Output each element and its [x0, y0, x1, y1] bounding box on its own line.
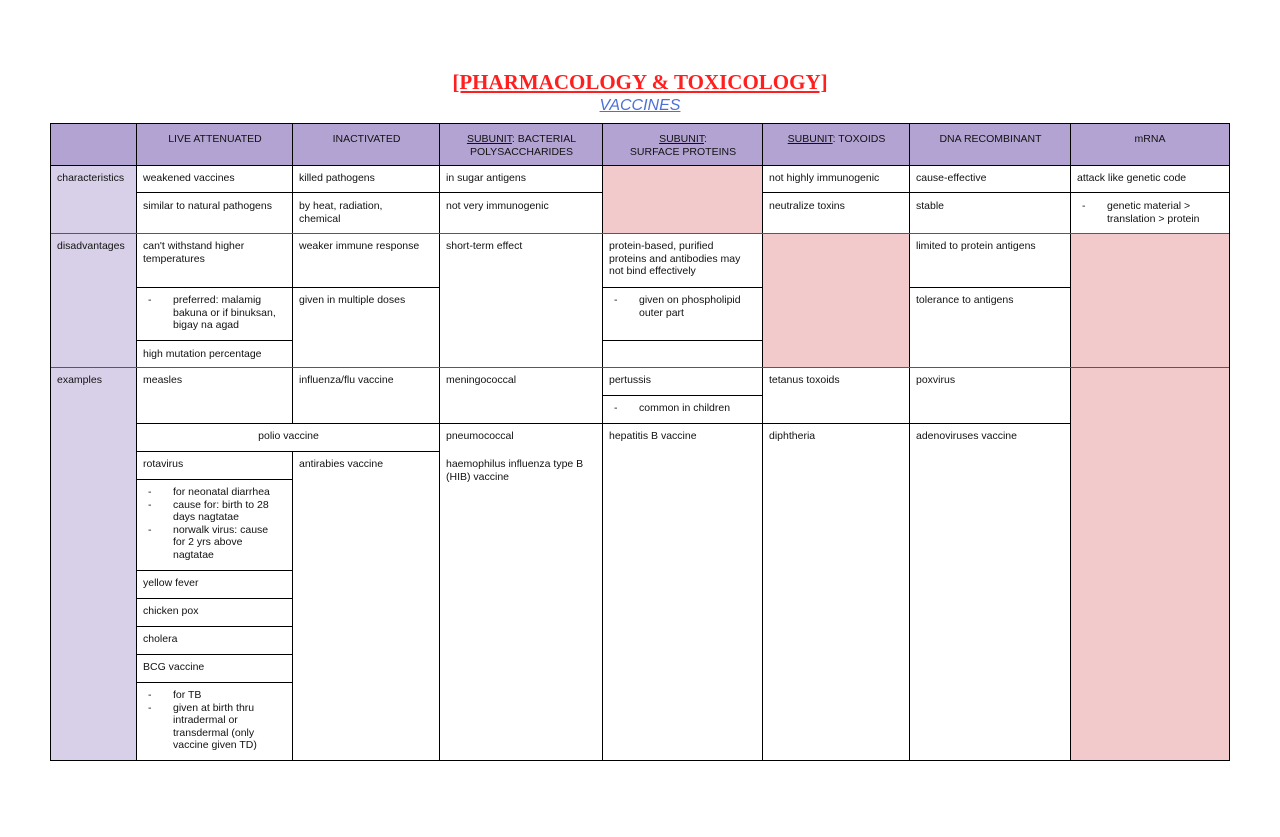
header-subunit-line2: SURFACE PROTEINS	[629, 145, 737, 158]
grid-line	[292, 287, 440, 288]
section-divider	[51, 367, 1229, 368]
grid-line	[136, 340, 293, 341]
cell-text: BCG vaccine	[143, 661, 205, 673]
cell-text: rotavirus	[143, 458, 184, 470]
cell-text: by heat, radiation, chemical	[299, 200, 383, 225]
cell-text: neutralize toxins	[769, 200, 845, 212]
bullet-item: - for neonatal diarrhea	[143, 486, 276, 499]
header-subunit-rest: : BACTERIAL	[511, 133, 577, 145]
cell-text: cholera	[143, 633, 178, 645]
header-subunit-line2: POLYSACCHARIDES	[469, 145, 574, 158]
grid-line	[51, 165, 1229, 166]
empty-cell	[1071, 368, 1229, 760]
cell-text: protein-based, purified proteins and antibodies may not bind effectively	[609, 240, 741, 277]
bullet-item: - genetic material > translation > protein	[1077, 200, 1205, 225]
cell-text: killed pathogens	[299, 172, 375, 184]
cell-text	[1071, 194, 1211, 234]
grid-line	[762, 124, 763, 760]
header-subunit-rest: :	[704, 133, 707, 145]
cell-text: attack like genetic code	[1077, 172, 1187, 184]
bullet-item: - for TB	[143, 689, 271, 702]
cell-text: tetanus toxoids	[769, 374, 840, 386]
header-subunit-surface	[603, 124, 763, 166]
grid-line	[136, 423, 1071, 424]
cell-text: weakened vaccines	[143, 172, 235, 184]
cell-text: pneumococcal	[446, 430, 514, 442]
empty-cell	[603, 166, 763, 234]
cell-text: cause-effective	[916, 172, 987, 184]
cell-text: weaker immune response	[299, 240, 420, 252]
cell-text: given in multiple doses	[299, 294, 406, 306]
header-subunit-label: SUBUNIT	[659, 133, 704, 145]
grid-line	[136, 479, 293, 480]
row-label-examples: examples	[51, 368, 137, 760]
cell-text	[137, 288, 293, 341]
cell-text: hepatitis B vaccine	[609, 430, 697, 442]
row-label-characteristics: characteristics	[51, 166, 137, 234]
bullet-item: - norwalk virus: cause for 2 yrs above nagtatae	[143, 524, 276, 562]
cell-text: stable	[916, 200, 945, 212]
grid-line	[136, 287, 293, 288]
cell-text	[137, 480, 282, 570]
cell-text: similar to natural pathogens	[143, 200, 272, 212]
grid-line	[136, 626, 293, 627]
cell-text: measles	[143, 374, 183, 386]
empty-cell	[763, 234, 910, 368]
grid-line	[136, 682, 293, 683]
bullet-item: - common in children	[609, 402, 757, 415]
header-subunit-toxoids	[763, 124, 910, 166]
bullet-item: - given at birth thru intradermal or transdermal (only vaccine given TD)	[143, 702, 271, 752]
empty-cell	[1071, 234, 1229, 368]
grid-line	[292, 451, 293, 760]
header-dna-recombinant: DNA RECOMBINANT	[910, 124, 1071, 166]
bullet-item: - preferred: malamig bakuna or if binuksan, bigay na agad	[143, 294, 287, 332]
row-label-disadvantages: disadvantages	[51, 234, 137, 368]
cell-text	[603, 396, 763, 424]
page-subtitle: VACCINES	[599, 97, 681, 114]
grid-line	[136, 654, 293, 655]
cell-text: short-term effect	[446, 240, 523, 252]
grid-line	[1070, 124, 1071, 760]
grid-line	[136, 598, 293, 599]
cell-text: can't withstand higher temperatures	[143, 240, 245, 265]
grid-line	[909, 287, 1071, 288]
grid-line	[762, 192, 1229, 193]
bullet-item: - given on phospholipid outer part	[609, 294, 757, 319]
cell-text: adenoviruses vaccine	[916, 430, 1017, 442]
grid-line	[136, 570, 293, 571]
cell-text: antirabies vaccine	[299, 458, 384, 470]
header-subunit-label: SUBUNIT	[466, 133, 512, 145]
cell-text: tolerance to antigens	[916, 294, 1014, 306]
grid-line	[602, 395, 763, 396]
bullet-item: - cause for: birth to 28 days nagtatae	[143, 499, 276, 524]
cell-text	[603, 288, 763, 341]
grid-line	[439, 124, 440, 760]
cell-text: haemophilus influenza type B (HIB) vaccine	[446, 458, 584, 483]
cell-text: chicken pox	[143, 605, 199, 617]
cell-text: poxvirus	[916, 374, 956, 386]
header-live-attenuated: LIVE ATTENUATED	[137, 124, 293, 166]
cell-text: limited to protein antigens	[916, 240, 1036, 252]
cell-text: yellow fever	[143, 577, 199, 589]
cell-text: pertussis	[609, 374, 652, 386]
cell-text: diphtheria	[769, 430, 816, 442]
page-title: [PHARMACOLOGY & TOXICOLOGY]	[452, 70, 828, 94]
cell-text: in sugar antigens	[446, 172, 526, 184]
cell-text: not very immunogenic	[446, 200, 549, 212]
header-subunit-bacterial	[440, 124, 603, 166]
header-subunit-label: SUBUNIT	[787, 133, 833, 145]
cell-text: polio vaccine	[258, 430, 319, 442]
grid-line	[136, 192, 603, 193]
grid-line	[909, 124, 910, 760]
grid-line	[602, 124, 603, 760]
header-mrna: mRNA	[1071, 124, 1229, 166]
vaccines-table	[50, 123, 1230, 761]
cell-text: not highly immunogenic	[769, 172, 880, 184]
cell-text: influenza/flu vaccine	[299, 374, 394, 386]
cell-text	[137, 683, 277, 760]
header-subunit-rest: : TOXOIDS	[832, 133, 886, 145]
grid-line	[136, 124, 137, 760]
header-corner	[51, 124, 137, 166]
grid-line	[292, 124, 293, 424]
section-divider	[51, 233, 1229, 234]
grid-line	[602, 287, 763, 288]
cell-text: high mutation percentage	[143, 348, 262, 360]
grid-line	[136, 451, 440, 452]
grid-line	[602, 340, 763, 341]
cell-text: meningococcal	[446, 374, 517, 386]
header-inactivated: INACTIVATED	[293, 124, 440, 166]
